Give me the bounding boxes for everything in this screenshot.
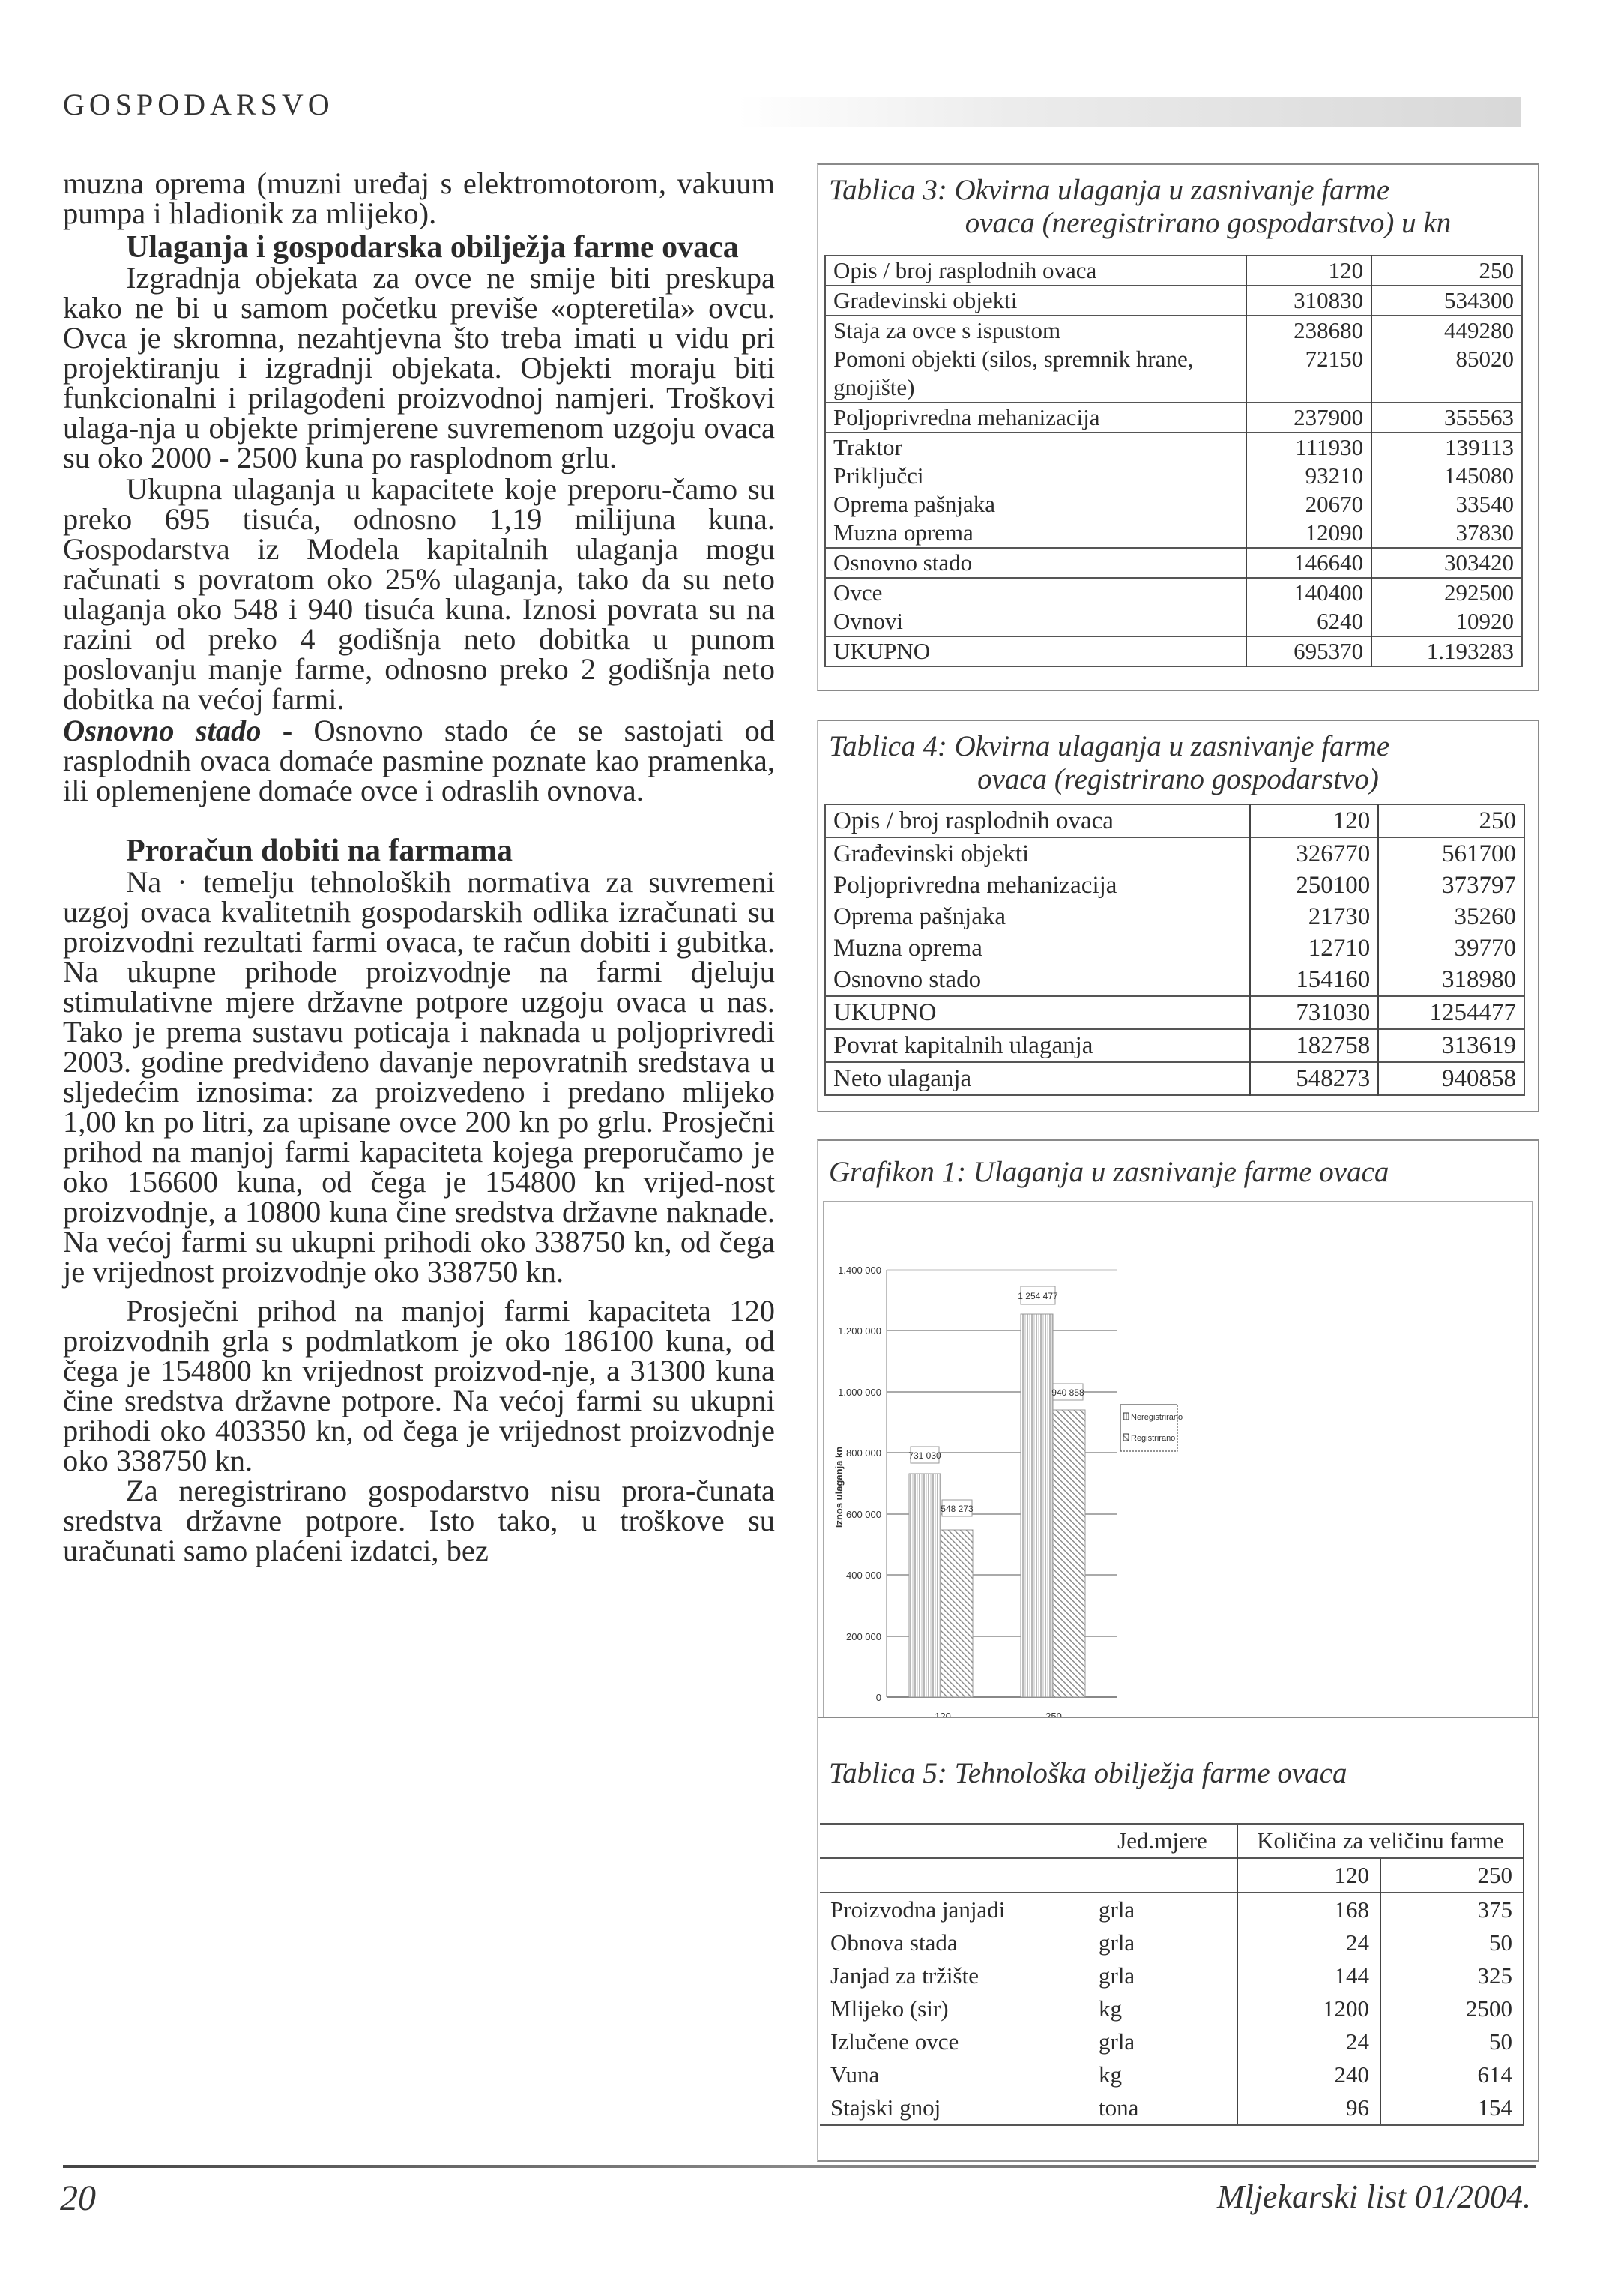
- bar-registrirano-120: [941, 1530, 973, 1697]
- svg-text:0: 0: [875, 1692, 881, 1703]
- table-row: Traktor 111930 139113: [825, 433, 1522, 462]
- table-row: Oprema pašnjaka 21730 35260: [825, 901, 1524, 932]
- table5-caption: Tablica 5: Tehnološka obilježja farme ovaca: [829, 1757, 1347, 1789]
- table3: [824, 255, 1523, 667]
- table5: [820, 1823, 1524, 2126]
- data-label: 1 254 477: [1018, 1291, 1058, 1301]
- bar-neregistrirano-250: [1021, 1314, 1053, 1697]
- table-header-row: Opis / broj rasplodnih ovaca 120 250: [825, 804, 1524, 837]
- table-row: Građevinski objekti 310830 534300: [825, 286, 1522, 316]
- svg-text:200 000: 200 000: [846, 1631, 881, 1642]
- svg-text:600 000: 600 000: [846, 1509, 881, 1520]
- table-header-row: Jed.mjere Količina za veličinu farme: [820, 1824, 1524, 1858]
- paragraph: Prosječni prihod na manjoj farmi kapaciteta 120 proizvodnih grla s podmlatkom je oko 186100 kuna, od čega je 154800 kn vrijednost proizvod-nje, a 31300 kuna čine sredstva državne potpore. Na većoj farmi su ukupni prihodi oko 403350 kn, od čega je vrijednost proizvodnje oko 338750 kn.: [63, 1294, 775, 1477]
- table-row: Povrat kapitalnih ulaganja 182758 313619: [825, 1029, 1524, 1062]
- page-header: [63, 82, 1539, 127]
- table-subheader-row: 120 250: [820, 1858, 1524, 1893]
- table-total-row: UKUPNO 731030 1254477: [825, 996, 1524, 1029]
- table-row: Stajski gnoj tona 96 154: [820, 2091, 1524, 2125]
- article-body: [63, 166, 776, 1567]
- table-row: Muzna oprema 12710 39770: [825, 932, 1524, 964]
- paragraph: Ukupna ulaganja u kapacitete koje preporu-čamo su preko 695 tisuća, odnosno 1,19 milijuna kuna. Gospodarstva iz Modela kapitalnih ulaganja mogu računati s povratom oko 25% ulaganja, tako da su neto ulaganja oko 548 i 940 tisuća kuna. Iznosi povrata su na razini od preko 4 godišnja neto dobitka u punom poslovanju manje farme, odnosno preko 2 godišnja neto dobitka na većoj farmi.: [63, 472, 775, 716]
- svg-text:800 000: 800 000: [846, 1447, 881, 1459]
- bar-group-120: [908, 1447, 974, 1697]
- bar-registrirano-250: [1053, 1410, 1085, 1697]
- svg-text:400 000: 400 000: [846, 1570, 881, 1581]
- section-heading: Proračun dobiti na farmama: [126, 834, 513, 868]
- caption-line: ovaca (neregistrirano gospodarstvo) u kn: [965, 207, 1452, 239]
- table-row: Staja za ovce s ispustom 238680 449280: [825, 316, 1522, 345]
- data-label: 940 858: [1051, 1387, 1084, 1398]
- table4-box: [817, 720, 1539, 1112]
- table-row: Janjad za tržište grla 144 325: [820, 1959, 1524, 1992]
- table-row: Poljoprivredna mehanizacija 237900 355563: [825, 403, 1522, 433]
- table-row: Proizvodna janjadi grla 168 375: [820, 1893, 1524, 1926]
- section-title: GOSPODARSVO: [63, 88, 334, 121]
- svg-text:1.200 000: 1.200 000: [838, 1325, 881, 1337]
- svg-text:1.000 000: 1.000 000: [838, 1387, 881, 1398]
- chart-canvas: [824, 1202, 1532, 1744]
- table3-box: [817, 163, 1539, 691]
- table-row: Izlučene ovce grla 24 50: [820, 2025, 1524, 2058]
- table-row: Priključci 93210 145080: [825, 462, 1522, 490]
- table-header-row: Opis / broj rasplodnih ovaca 120 250: [825, 256, 1522, 286]
- paragraph: muzna oprema (muzni uređaj s elektromotorom, vakuum pumpa i hladionik za mlijeko).: [63, 166, 775, 230]
- legend-swatch-neregistrirano: [1123, 1413, 1129, 1420]
- table5-box: [817, 1717, 1539, 2162]
- table-row: Muzna oprema 12090 37830: [825, 519, 1522, 548]
- table3-caption: [818, 165, 1538, 240]
- table4: [824, 804, 1525, 1096]
- journal-issue: Mljekarski list 01/2004.: [1216, 2178, 1531, 2215]
- data-label: 731 030: [908, 1450, 941, 1461]
- header-gradient-bar: [737, 97, 1521, 127]
- bar-chart: [823, 1201, 1533, 1745]
- legend-swatch-registrirano: [1123, 1434, 1129, 1441]
- bar-neregistrirano-120: [909, 1474, 941, 1697]
- caption-line: ovaca (registrirano gospodarstvo): [977, 763, 1379, 795]
- paragraph: Za neregistrirano gospodarstvo nisu prora-čunata sredstva državne potpore. Isto tako, u troškove su uračunati samo plaćeni izdatci, bez: [63, 1474, 775, 1567]
- table-row: Oprema pašnjaka 20670 33540: [825, 490, 1522, 519]
- table-row: Neto ulaganja 548273 940858: [825, 1062, 1524, 1095]
- chart-box: [817, 1139, 1539, 1720]
- paragraph-text: - Osnovno stado će se sastojati od rasplodnih ovaca domaće pasmine poznate kao pramenka, ili oplemenjene domaće ovce i odraslih ovnova.: [63, 714, 776, 807]
- table-row: Poljoprivredna mehanizacija 250100 373797: [825, 870, 1524, 901]
- table-row: Ovnovi 6240 10920: [825, 607, 1522, 636]
- table-total-row: UKUPNO 695370 1.193283: [825, 636, 1522, 666]
- table-row: Obnova stada grla 24 50: [820, 1926, 1524, 1959]
- chart-caption: Grafikon 1: Ulaganja u zasnivanje farme ovaca: [829, 1156, 1389, 1188]
- paragraph: Izgradnja objekata za ovce ne smije biti preskupa kako ne bi u samom početku previše «opteretila» ovcu. Ovca je skromna, nezahtjevna što treba imati u vidu pri projektiranju i izgradnji objekata. Objekti moraju biti funkcionalni i prilagođeni proizvodnoj namjeri. Troškovi ulaga-nja u objekte primjerene suvremenom uzgoju ovaca su oko 2000 - 2500 kuna po rasplodnom grlu.: [63, 261, 775, 474]
- legend-label: Neregistrirano: [1131, 1413, 1183, 1422]
- bar-group-250: [1018, 1286, 1085, 1697]
- paragraph: [63, 716, 775, 806]
- footer-divider: [63, 2165, 1536, 2168]
- y-axis-label: Iznos ulaganja kn: [833, 1446, 845, 1528]
- svg-text:1.400 000: 1.400 000: [838, 1265, 881, 1276]
- section-heading: Ulaganja i gospodarska obilježja farme ovaca: [126, 230, 739, 265]
- legend-label: Registrirano: [1131, 1434, 1176, 1443]
- caption-line: Tablica 3: Okvirna ulaganja u zasnivanje farme: [829, 174, 1390, 206]
- table-row: Osnovno stado 154160 318980: [825, 964, 1524, 996]
- page-number: 20: [60, 2178, 96, 2218]
- paragraph: Na · temelju tehnoloških normativa za suvremeni uzgoj ovaca kvalitetnih gospodarskih odlika izračunati su proizvodni rezultati farmi ovaca, te račun dobiti i gubitka. Na ukupne prihode proizvodnje na farmi djeluju stimulativne mjere državne potpore uzgoju ovaca u nas. Tako je prema sustavu poticaja i naknada u poljoprivredi 2003. godine predviđeno davanje nepovratnih sredstava u sljedećim iznosima: za proizvedeno i predano mlijeko 1,00 kn po litri, za upisane ovce 200 kn po grlu. Prosječni prihod na manjoj farmi kapaciteta kojega preporučamo je oko 156600 kuna, od čega je 154800 kn vrijed-nost proizvodnje, a 10800 kuna čine sredstva državne naknade. Na većoj farmi su ukupni prihodi oko 338750 kn, od čega je vrijednost proizvodnje oko 338750 kn.: [63, 865, 775, 1289]
- table-row: Osnovno stado 146640 303420: [825, 548, 1522, 578]
- table-row: Vuna kg 240 614: [820, 2058, 1524, 2091]
- chart-legend: [1120, 1405, 1183, 1451]
- table-row: Mlijeko (sir) kg 1200 2500: [820, 1992, 1524, 2025]
- data-label: 548 273: [941, 1504, 974, 1514]
- lead-term: Osnovno stado: [63, 714, 262, 747]
- table-row: Pomoni objekti (silos, spremnik hrane, gnojište) 72150 85020: [825, 345, 1522, 403]
- table-row: Ovce 140400 292500: [825, 578, 1522, 607]
- table4-caption: [818, 721, 1538, 796]
- caption-line: Tablica 4: Okvirna ulaganja u zasnivanje farme: [829, 730, 1390, 762]
- table-row: Građevinski objekti 326770 561700: [825, 837, 1524, 870]
